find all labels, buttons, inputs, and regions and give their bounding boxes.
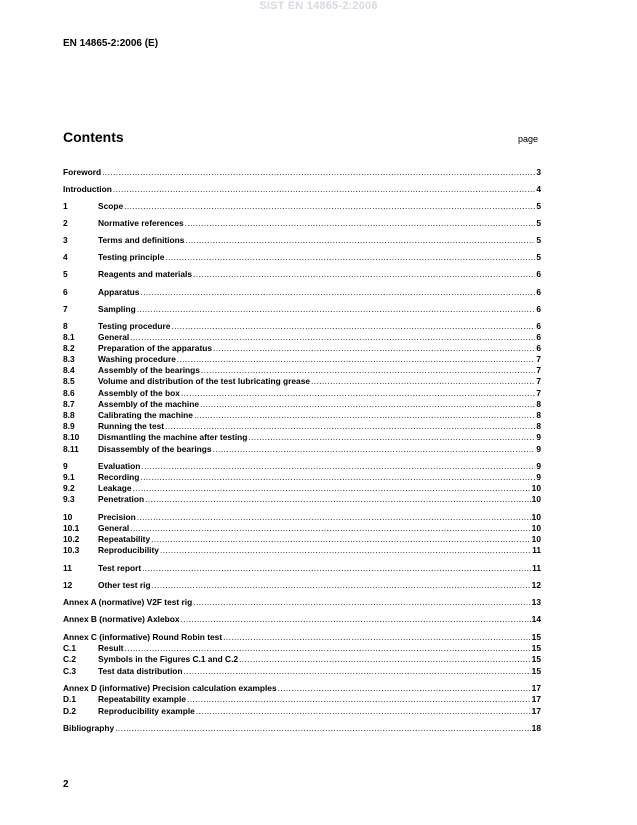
toc-entry-title: Repeatability example: [98, 694, 186, 704]
toc-entry-number: C.1: [63, 643, 77, 653]
page-column-label: page: [518, 134, 539, 144]
toc-dot-leader: [113, 183, 535, 195]
toc-entry-page: 10: [531, 483, 541, 493]
toc-entry-page: 11: [532, 545, 541, 555]
toc-entry-page: 5: [536, 235, 541, 245]
toc-entry[interactable]: [63, 443, 541, 455]
toc-entry[interactable]: [63, 579, 541, 591]
toc-entry-title: Repeatability: [98, 534, 151, 544]
toc-entry-page: 17: [531, 706, 541, 716]
toc-dot-leader: [152, 579, 531, 591]
toc-entry-title: Annex A (normative) V2F test rig: [63, 597, 193, 607]
toc-entry-page: 5: [536, 252, 541, 262]
toc-dot-leader: [187, 693, 531, 705]
toc-entry-page: 15: [531, 666, 541, 676]
toc-dot-leader: [193, 268, 535, 280]
toc-entry-title: Other test rig: [98, 580, 151, 590]
toc-entry[interactable]: [63, 286, 541, 298]
toc-entry-page: 15: [531, 643, 541, 653]
toc-entry-number: 1: [63, 201, 68, 211]
toc-dot-leader: [115, 722, 530, 734]
toc-entry-page: 7: [536, 365, 541, 375]
toc-entry-page: 9: [536, 444, 541, 454]
toc-entry[interactable]: [63, 693, 541, 705]
toc-entry-title: Preparation of the apparatus: [98, 343, 213, 353]
toc-entry-title: Test data distribution: [98, 666, 183, 676]
toc-entry-title: General: [98, 523, 130, 533]
toc-entry-number: 4: [63, 252, 68, 262]
toc-entry-title: Leakage: [98, 483, 132, 493]
toc-entry-title: General: [98, 332, 130, 342]
toc-entry-page: 5: [536, 201, 541, 211]
toc-entry-page: 3: [536, 167, 541, 177]
toc-entry-title: Reproducibility example: [98, 706, 195, 716]
toc-dot-leader: [102, 166, 535, 178]
toc-entry-title: Penetration: [98, 494, 145, 504]
toc-entry-number: 5: [63, 269, 68, 279]
toc-entry-title: Recording: [98, 472, 140, 482]
toc-entry-title: Terms and definitions: [98, 235, 185, 245]
toc-entry-title: Introduction: [63, 184, 112, 194]
toc-entry-title: Foreword: [63, 167, 102, 177]
toc-entry[interactable]: [63, 665, 541, 677]
toc-entry-page: 13: [531, 597, 541, 607]
toc-entry-page: 17: [531, 694, 541, 704]
toc-entry-number: 8.3: [63, 354, 75, 364]
toc-dot-leader: [142, 562, 531, 574]
toc-entry[interactable]: [63, 493, 541, 505]
toc-entry-page: 9: [536, 472, 541, 482]
toc-entry-number: 2: [63, 218, 68, 228]
toc-entry[interactable]: [63, 183, 541, 195]
toc-dot-leader: [181, 613, 531, 625]
toc-entry-number: 9.2: [63, 483, 75, 493]
toc-entry-page: 8: [536, 421, 541, 431]
toc-entry-title: Sampling: [98, 304, 136, 314]
toc-dot-leader: [184, 665, 531, 677]
toc-entry-page: 14: [531, 614, 541, 624]
toc-entry-number: C.2: [63, 654, 77, 664]
toc-entry-title: Normative references: [98, 218, 184, 228]
toc-entry-title: Volume and distribution of the test lubricating grease: [98, 376, 311, 386]
toc-entry-title: Washing procedure: [98, 354, 176, 364]
toc-entry[interactable]: [63, 166, 541, 178]
toc-entry[interactable]: [63, 375, 541, 387]
toc-entry[interactable]: [63, 234, 541, 246]
toc-entry-title: Testing principle: [98, 252, 165, 262]
toc-entry-page: 18: [531, 723, 541, 733]
toc-entry-page: 8: [536, 410, 541, 420]
toc-entry-page: 7: [536, 376, 541, 386]
toc-entry-number: C.3: [63, 666, 77, 676]
document-id: EN 14865-2:2006 (E): [63, 38, 159, 49]
toc-entry[interactable]: [63, 251, 541, 263]
toc-entry-number: 9.1: [63, 472, 75, 482]
toc-entry-number: 12: [63, 580, 73, 590]
toc-dot-leader: [248, 431, 535, 443]
toc-entry-number: 11: [63, 563, 72, 573]
toc-entry-page: 6: [536, 287, 541, 297]
toc-dot-leader: [213, 443, 536, 455]
toc-entry-number: 8.8: [63, 410, 75, 420]
toc-entry-title: Evaluation: [98, 461, 141, 471]
toc-entry-page: 6: [536, 304, 541, 314]
toc-entry-page: 10: [531, 494, 541, 504]
toc-entry-page: 8: [536, 399, 541, 409]
toc-entry-number: 8: [63, 321, 68, 331]
toc-entry-page: 6: [536, 269, 541, 279]
toc-entry-title: Annex C (informative) Round Robin test: [63, 632, 223, 642]
toc-entry-number: 10.3: [63, 545, 80, 555]
toc-entry-number: 3: [63, 235, 68, 245]
toc-entry-page: 15: [531, 654, 541, 664]
toc-entry-page: 4: [536, 184, 541, 194]
toc-entry-page: 7: [536, 354, 541, 364]
toc-entry-title: Symbols in the Figures C.1 and C.2: [98, 654, 239, 664]
toc-dot-leader: [145, 493, 531, 505]
toc-dot-leader: [137, 303, 536, 315]
toc-entry-number: 8.7: [63, 399, 75, 409]
toc-entry-page: 11: [532, 563, 541, 573]
toc-dot-leader: [193, 596, 530, 608]
toc-entry[interactable]: [63, 544, 541, 556]
toc-entry[interactable]: [63, 217, 541, 229]
contents-title: Contents: [63, 129, 124, 145]
toc-dot-leader: [196, 705, 531, 717]
toc-entry-title: Bibliography: [63, 723, 115, 733]
toc-entry-title: Scope: [98, 201, 124, 211]
toc-entry-title: Reagents and materials: [98, 269, 193, 279]
toc-entry[interactable]: [63, 200, 541, 212]
toc-entry-number: 7: [63, 304, 68, 314]
toc-entry-number: 8.11: [63, 444, 79, 454]
toc-entry-page: 10: [531, 523, 541, 533]
toc-entry-number: 10.2: [63, 534, 80, 544]
toc-entry-page: 6: [536, 343, 541, 353]
toc-entry-page: 15: [531, 632, 541, 642]
toc-dot-leader: [239, 653, 531, 665]
toc-dot-leader: [160, 544, 531, 556]
toc-entry-title: Precision: [98, 512, 136, 522]
toc-entry-number: 8.2: [63, 343, 75, 353]
toc-entry-page: 9: [536, 461, 541, 471]
toc-entry[interactable]: [63, 268, 541, 280]
toc-dot-leader: [165, 251, 535, 263]
toc-entry-page: 10: [531, 512, 541, 522]
toc-entry-page: 7: [536, 388, 541, 398]
toc-entry-number: 10.1: [63, 523, 80, 533]
watermark-text: SIST EN 14865-2:2006: [259, 0, 378, 12]
toc-entry-title: Assembly of the box: [98, 388, 180, 398]
toc-dot-leader: [185, 217, 536, 229]
toc-entry-number: 8.5: [63, 376, 75, 386]
toc-entry[interactable]: [63, 653, 541, 665]
toc-entry-number: 6: [63, 287, 68, 297]
toc-entry-page: 6: [536, 332, 541, 342]
toc-entry-title: Reproducibility: [98, 545, 159, 555]
toc-dot-leader: [185, 234, 535, 246]
toc-entry-number: 8.4: [63, 365, 75, 375]
toc-entry[interactable]: [63, 722, 541, 734]
toc-entry-title: Disassembly of the bearings: [98, 444, 212, 454]
toc-entry[interactable]: [63, 705, 541, 717]
toc-dot-leader: [311, 375, 535, 387]
toc-entry-page: 12: [531, 580, 541, 590]
toc-entry-title: Testing procedure: [98, 321, 171, 331]
toc-entry-title: Calibrating the machine: [98, 410, 193, 420]
toc-entry-number: 9: [63, 461, 68, 471]
toc-entry-title: Apparatus: [98, 287, 140, 297]
toc-entry-title: Assembly of the bearings: [98, 365, 200, 375]
toc-entry[interactable]: [63, 562, 541, 574]
toc-entry-number: D.1: [63, 694, 77, 704]
toc-entry-number: 9.3: [63, 494, 75, 504]
toc-entry[interactable]: [63, 303, 541, 315]
toc-entry-page: 17: [531, 683, 541, 693]
toc-entry-title: Annex D (informative) Precision calculation examples: [63, 683, 277, 693]
toc-entry[interactable]: [63, 613, 541, 625]
toc-dot-leader: [140, 286, 535, 298]
toc-entry-title: Test report: [98, 563, 142, 573]
toc-entry-number: 8.1: [63, 332, 75, 342]
toc-entry-title: Assembly of the machine: [98, 399, 199, 409]
toc-entry-number: 8.6: [63, 388, 75, 398]
toc-entry[interactable]: [63, 431, 541, 443]
toc-entry-page: 5: [536, 218, 541, 228]
toc-entry-page: 6: [536, 321, 541, 331]
page-number: 2: [63, 779, 69, 790]
toc-entry-page: 10: [531, 534, 541, 544]
toc-entry-title: Annex B (normative) Axlebox: [63, 614, 180, 624]
toc-entry-page: 9: [536, 432, 541, 442]
table-of-contents: [63, 0, 541, 825]
toc-dot-leader: [124, 200, 535, 212]
toc-entry-number: 8.10: [63, 432, 80, 442]
toc-entry-title: Dismantling the machine after testing: [98, 432, 248, 442]
toc-entry-title: Result: [98, 643, 124, 653]
toc-entry-number: 10: [63, 512, 73, 522]
toc-entry-number: D.2: [63, 706, 77, 716]
toc-entry[interactable]: [63, 596, 541, 608]
toc-entry-title: Running the test: [98, 421, 165, 431]
toc-entry-number: 8.9: [63, 421, 75, 431]
